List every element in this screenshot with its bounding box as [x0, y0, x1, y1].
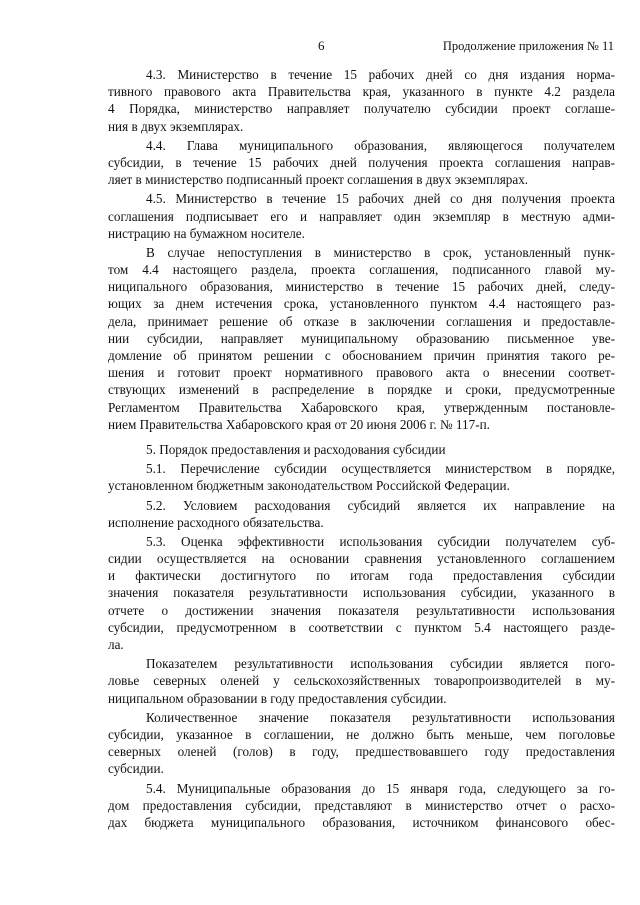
text-line: субсидии, предусмотренном в соответствии с пунктом 5.4 настоящего разде- [108, 619, 615, 635]
text-line: ниципальном образовании в году предоставления субсидии. [108, 690, 447, 706]
page-number: 6 [318, 38, 325, 53]
text-line: ствующих изменений в распределение в порядке и сроки, предусмотренные [108, 382, 615, 398]
text-line: 4.3. Министерство в течение 15 рабочих дней со дня издания норма- [146, 67, 615, 82]
text-line: 5.3. Оценка эффективности использования субсидии получателем суб- [146, 533, 615, 549]
text-line: отчете о достижении значения показателя результативности использования [108, 602, 615, 618]
text-line: субсидии. [108, 761, 164, 777]
section-heading: 5. Порядок предоставления и расходования субсидии [146, 441, 446, 457]
text-line: 5.2. Условием расходования субсидий является их направление на [146, 497, 615, 513]
text-line: том 4.4 настоящего раздела, проекта соглашения, подписанного главой му- [108, 262, 615, 278]
text-line: сидии осуществляется на основании сравнения установленного соглашением [108, 551, 615, 567]
running-header: Продолжение приложения № 11 [442, 39, 614, 53]
text-line: Количественное значение показателя результативности использования [146, 709, 615, 725]
text-line: ловье северных оленей у сельскохозяйственных товаропроизводителей в му- [108, 673, 615, 689]
text-line: нии субсидии, направляет муниципальному образованию письменное уве- [108, 330, 615, 346]
text-line: 4 Порядка, министерство направляет получателю субсидии проект соглаше- [108, 101, 615, 117]
text-line: нием Правительства Хабаровского края от 20 июня 2006 г. № 117-п. [108, 416, 490, 432]
text-line: 5.1. Перечисление субсидии осуществляется министерством в порядке, [146, 461, 615, 477]
text-line: и фактически достигнутого по итогам года предоставления субсидии [108, 568, 615, 584]
text-line: субсидии, указанное в соглашении, не должно быть меньше, чем поголовье [108, 726, 615, 742]
text-line: нистрацию на бумажном носителе. [108, 225, 305, 241]
document-body [108, 66, 615, 831]
text-line: ющих за днем истечения срока, установленного пунктом 4.4 настоящего раз- [108, 296, 615, 312]
text-line: ния в двух экземплярах. [108, 118, 244, 134]
text-line: домление об принятом решении с обоснованием причин принятия такого ре- [108, 348, 615, 363]
text-line: 4.5. Министерство в течение 15 рабочих дней со дня получения проекта [146, 191, 615, 207]
text-line: дела, принимает решение об отказе в заключении соглашения и предоставле- [108, 313, 615, 329]
text-line: дах бюджета муниципального образования, источником финансового обес- [108, 814, 615, 830]
text-line: Регламентом Правительства Хабаровского края, утвержденным постановле- [108, 399, 615, 415]
text-line: ниципального образования, министерство в течение 15 рабочих дней, следу- [108, 279, 615, 295]
text-line: субсидии, в течение 15 рабочих дней получения проекта соглашения направ- [108, 154, 615, 170]
text-line: дом предоставления субсидии, представляют в министерство отчет о расхо- [108, 797, 615, 813]
text-line: значения показателя результативности использования субсидии, указанного в [108, 585, 615, 601]
text-line: Показателем результативности использования субсидии является пого- [146, 656, 615, 672]
text-line: ляет в министерство подписанный проект соглашения в двух экземплярах. [108, 172, 529, 188]
text-line: шения и готовит проект нормативного правового акта о внесении соответ- [108, 365, 615, 381]
text-line: тивного правового акта Правительства края, указанного в пункте 4.2 раздела [108, 84, 615, 100]
text-line: В случае непоступления в министерство в срок, установленный пунк- [146, 244, 615, 260]
text-line: исполнение расходного обязательства. [108, 514, 324, 530]
text-line: 4.4. Глава муниципального образования, являющегося получателем [146, 137, 615, 153]
text-line: установленном бюджетным законодательством Российской Федерации. [108, 478, 510, 494]
text-line: соглашения подписывает его и направляет один экземпляр в местную адми- [108, 208, 615, 224]
text-line: 5.4. Муниципальные образования до 15 января года, следующего за го- [146, 780, 615, 796]
text-line: ла. [108, 637, 124, 652]
text-line: северных оленей (голов) в году, предшествовавшего году предоставления [108, 744, 615, 760]
